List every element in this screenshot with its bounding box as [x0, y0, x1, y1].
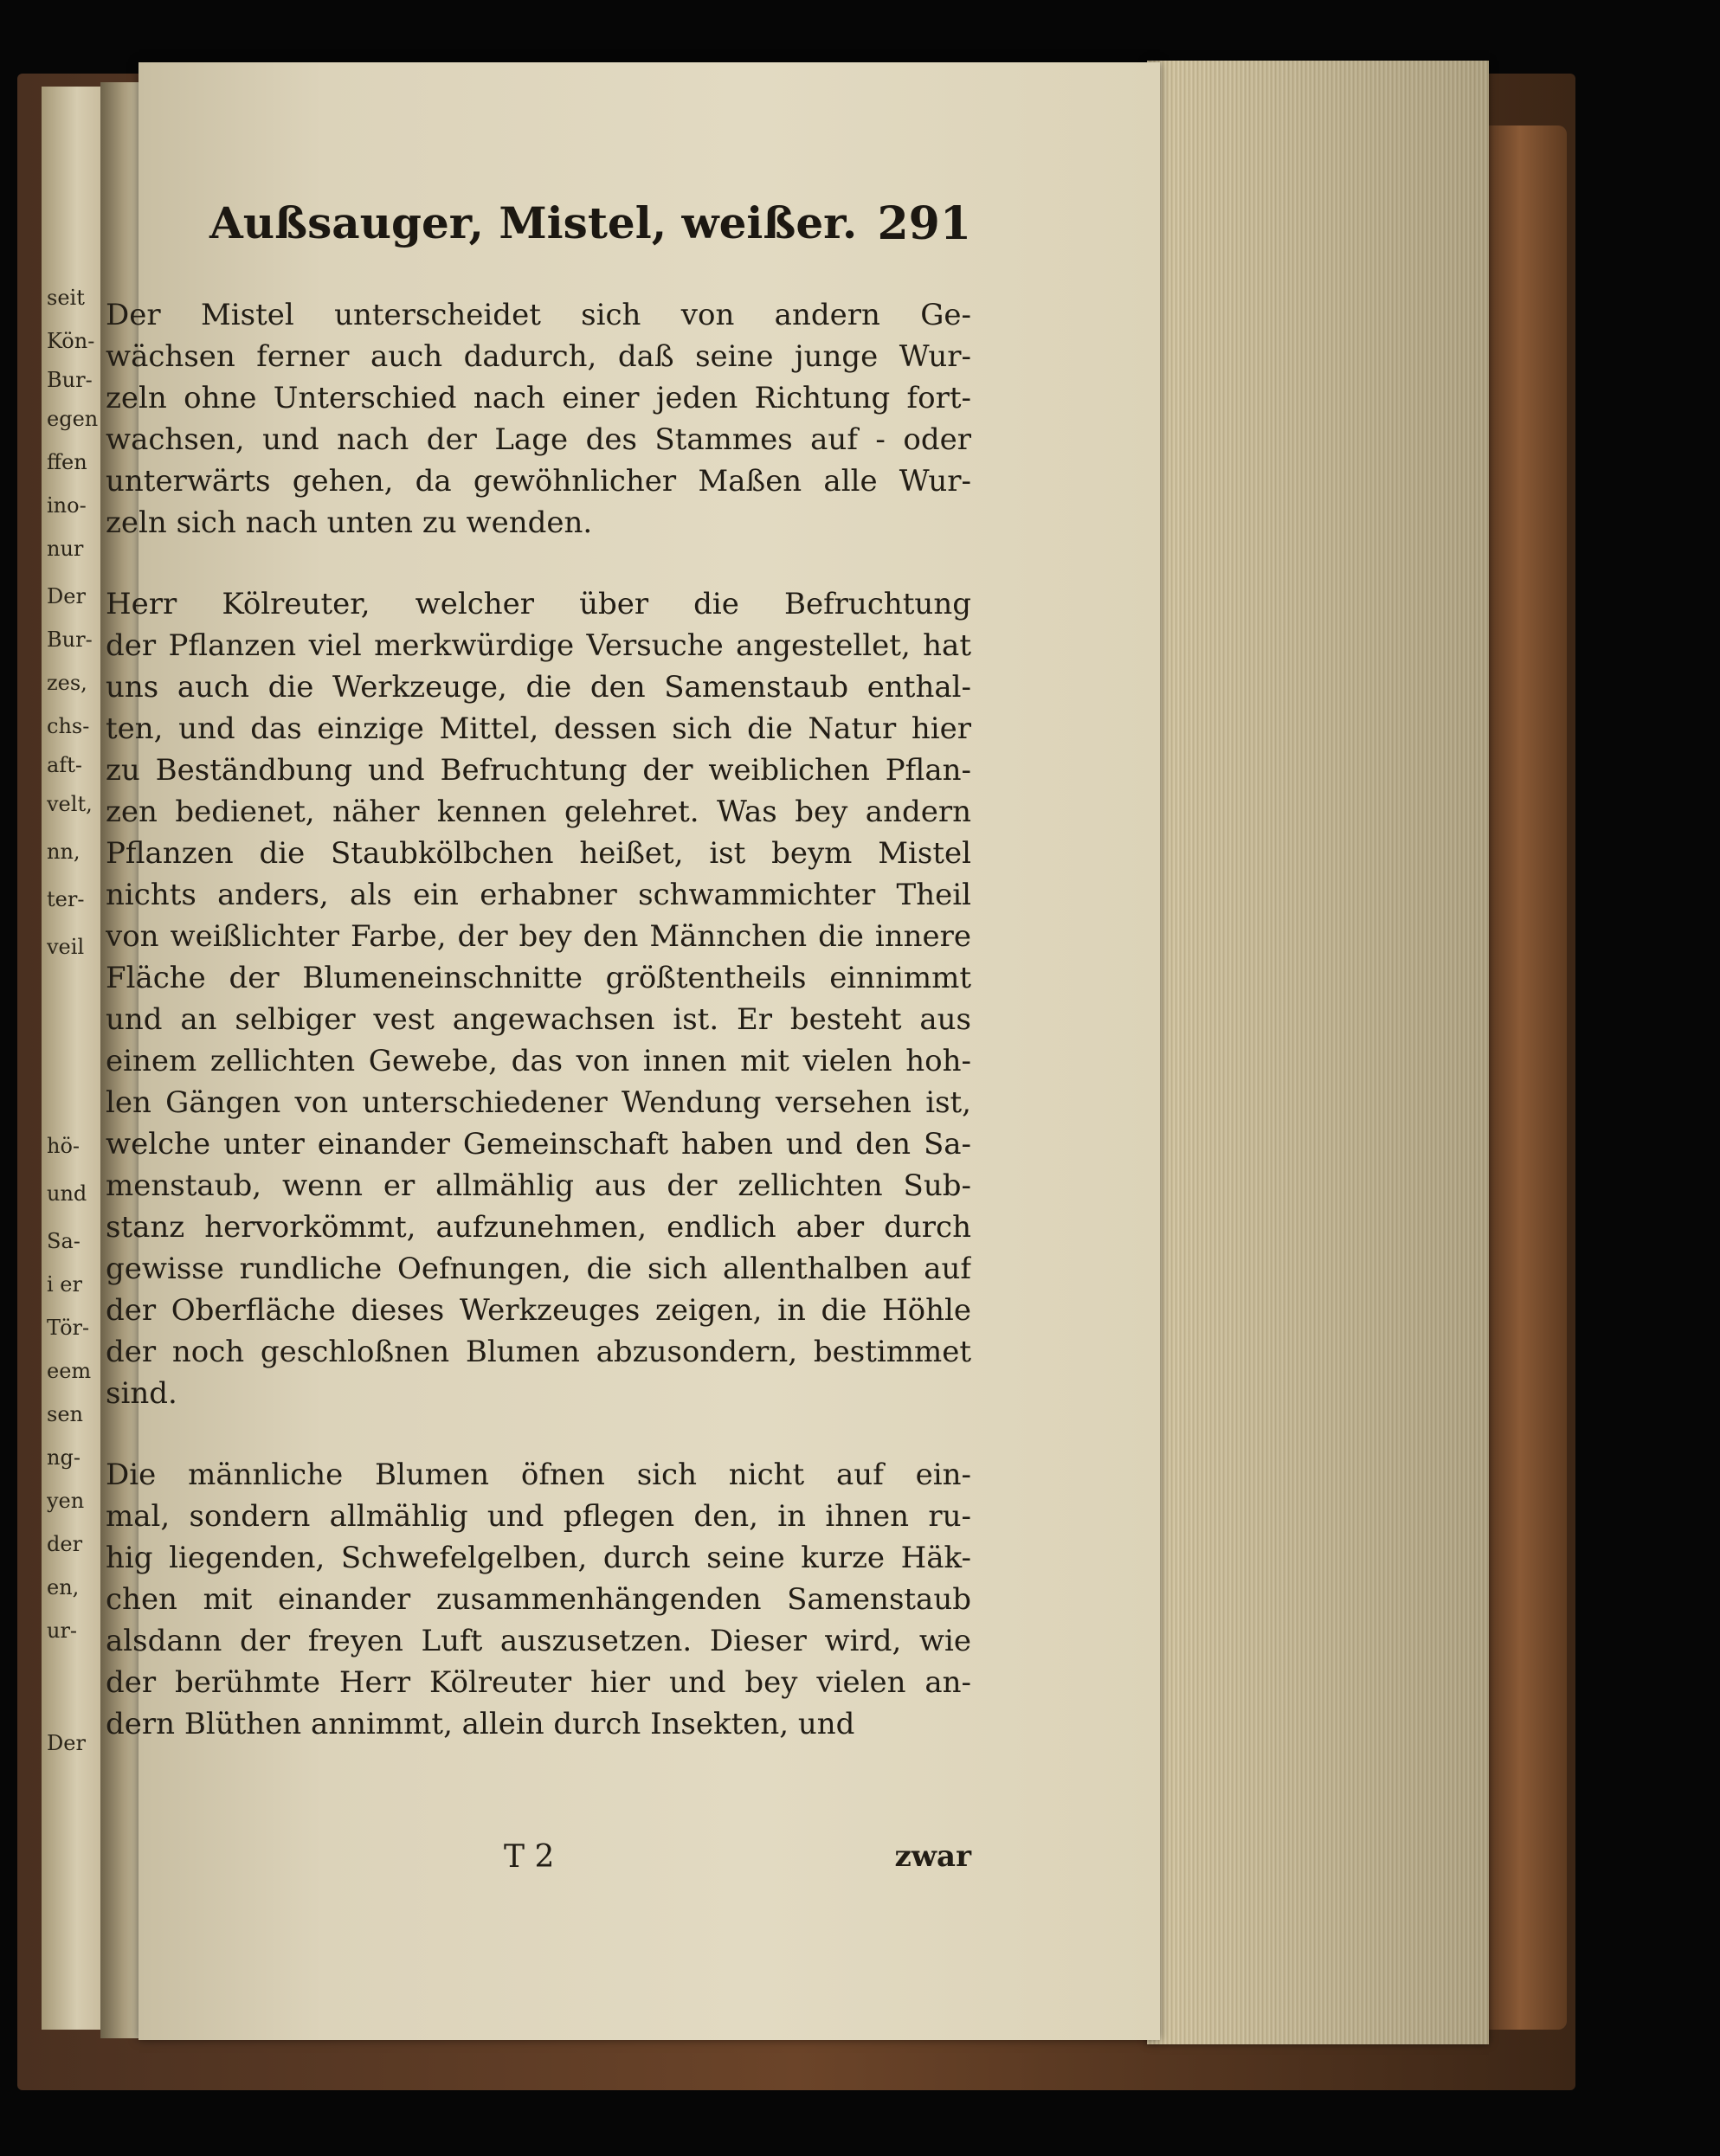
text-line: der noch geschloßnen Blumen abzusondern, bestimmet [106, 1335, 971, 1369]
text-line: und an selbiger vest angewachsen ist. Er besteht aus [106, 1002, 971, 1037]
left-margin-fragment: egen [47, 407, 99, 431]
page-header [209, 197, 971, 249]
page-footer [209, 1839, 971, 1882]
text-line: dern Blüthen annimmt, allein durch Insekten, und [106, 1707, 855, 1741]
text-line: alsdann der freyen Luft auszusetzen. Dieser wird, wie [106, 1624, 971, 1658]
left-margin-fragment: hö- [47, 1134, 81, 1158]
text-line: der berühmte Herr Kölreuter hier und bey vielen an- [106, 1665, 971, 1700]
left-margin-fragment: aft- [47, 753, 82, 777]
left-margin-fragment: ng- [47, 1445, 81, 1470]
left-margin-fragment: veil [47, 935, 85, 959]
text-line: hig liegenden, Schwefelgelben, durch seine kurze Häk- [106, 1541, 971, 1575]
left-margin-fragment: Tör- [47, 1316, 90, 1340]
text-line: len Gängen von unterschiedener Wendung versehen ist, [106, 1085, 971, 1120]
left-page-margin-text [42, 87, 100, 2030]
text-line: Fläche der Blumeneinschnitte größtentheils einnimmt [106, 961, 971, 995]
running-head: Außsauger, Mistel, weißer. [209, 197, 858, 248]
text-line: zen bedienet, näher kennen gelehret. Was bey andern [106, 795, 971, 829]
text-line: uns auch die Werkzeuge, die den Samenstaub enthal- [106, 670, 971, 705]
left-margin-fragment: ino- [47, 493, 87, 518]
left-margin-fragment: ter- [47, 887, 85, 911]
left-margin-fragment: sen [47, 1402, 83, 1426]
text-line: Herr Kölreuter, welcher über die Befruchtung [106, 587, 971, 621]
text-line: sind. [106, 1376, 177, 1411]
body-text [106, 294, 971, 1745]
text-line: Die männliche Blumen öfnen sich nicht auf ein- [106, 1458, 971, 1492]
left-margin-fragment: seit [47, 286, 85, 310]
left-margin-fragment: chs- [47, 714, 90, 738]
left-margin-fragment: und [47, 1181, 87, 1206]
text-line: nichts anders, als ein erhabner schwammichter Theil [106, 878, 971, 912]
text-line: mal, sondern allmählig und pflegen den, in ihnen ru- [106, 1499, 971, 1534]
catchword: zwar [894, 1839, 971, 1874]
page-number: 291 [877, 197, 971, 250]
left-margin-fragment: Kön- [47, 329, 95, 353]
text-line: Der Mistel unterscheidet sich von andern Ge- [106, 298, 971, 332]
paragraph [106, 1454, 971, 1745]
left-margin-fragment: ur- [47, 1619, 78, 1643]
text-line: der Pflanzen viel merkwürdige Versuche angestellet, hat [106, 628, 971, 663]
book-cover-edge [1489, 125, 1567, 2030]
left-margin-fragment: Bur- [47, 627, 93, 652]
left-margin-fragment: i er [47, 1272, 82, 1297]
left-margin-fragment: Bur- [47, 368, 93, 392]
text-line: stanz hervorkömmt, aufzunehmen, endlich aber durch [106, 1210, 971, 1245]
text-line: wachsen, und nach der Lage des Stammes auf - oder [106, 422, 971, 457]
text-line: chen mit einander zusammenhängenden Samenstaub [106, 1582, 971, 1617]
paragraph [106, 294, 971, 544]
text-line: welche unter einander Gemeinschaft haben und den Sa- [106, 1127, 971, 1162]
left-margin-fragment: Der [47, 1731, 86, 1755]
left-margin-fragment: velt, [47, 792, 93, 816]
text-line: unterwärts gehen, da gewöhnlicher Maßen alle Wur- [106, 464, 971, 499]
signature-mark: T 2 [504, 1839, 555, 1875]
left-margin-fragment: yen [47, 1489, 85, 1513]
left-margin-fragment: Der [47, 584, 86, 608]
text-line: wächsen ferner auch dadurch, daß seine junge Wur- [106, 339, 971, 374]
left-margin-fragment: Sa- [47, 1229, 81, 1253]
left-margin-fragment: ffen [47, 450, 87, 474]
text-line: zeln ohne Unterschied nach einer jeden Richtung fort- [106, 381, 971, 415]
left-page-fragment [42, 87, 100, 2030]
text-line: gewisse rundliche Oefnungen, die sich allenthalben auf [106, 1252, 971, 1286]
page-block-edges [1147, 61, 1489, 2044]
left-margin-fragment: der [47, 1532, 83, 1556]
left-margin-fragment: nur [47, 537, 84, 561]
left-margin-fragment: nn, [47, 840, 81, 864]
paragraph [106, 583, 971, 1414]
text-line: ten, und das einzige Mittel, dessen sich die Natur hier [106, 711, 971, 746]
text-line: einem zellichten Gewebe, das von innen mit vielen hoh- [106, 1044, 971, 1078]
left-margin-fragment: zes, [47, 671, 87, 695]
left-margin-fragment: eem [47, 1359, 92, 1383]
text-line: der Oberfläche dieses Werkzeuges zeigen, in die Höhle [106, 1293, 971, 1328]
text-line: Pflanzen die Staubkölbchen heißet, ist beym Mistel [106, 836, 971, 871]
text-line: menstaub, wenn er allmählig aus der zellichten Sub- [106, 1168, 971, 1203]
text-line: zeln sich nach unten zu wenden. [106, 505, 593, 540]
text-line: zu Beständbung und Befruchtung der weiblichen Pflan- [106, 753, 971, 788]
left-margin-fragment: en, [47, 1575, 80, 1599]
text-line: von weißlichter Farbe, der bey den Männchen die innere [106, 919, 971, 954]
